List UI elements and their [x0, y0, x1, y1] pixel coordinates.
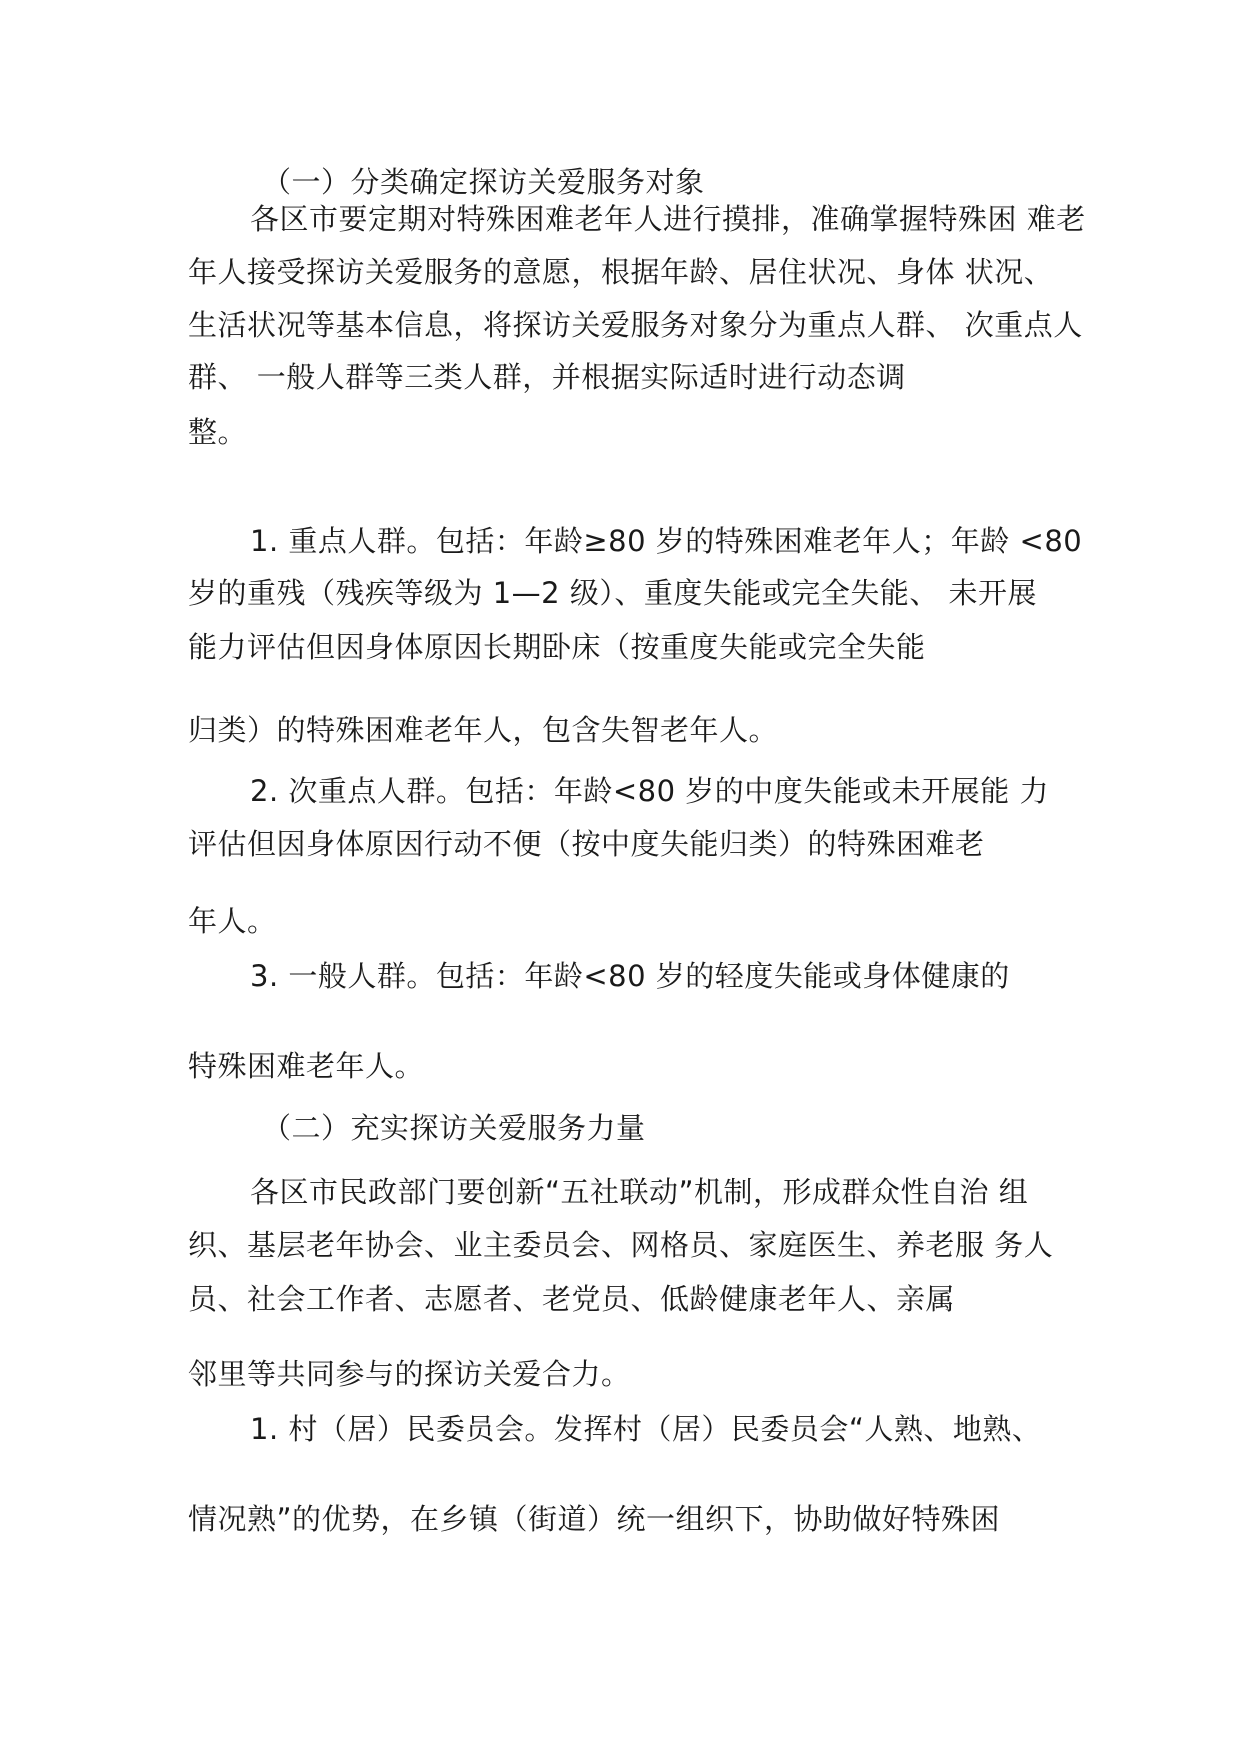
- paragraph-line: 生活状况等基本信息，将探访关爱服务对象分为重点人群、 次重点人: [188, 308, 1083, 342]
- paragraph-line: 3. 一般人群。包括：年龄<80 岁的轻度失能或身体健康的: [250, 959, 1010, 993]
- paragraph-line: 评估但因身体原因行动不便（按中度失能归类）的特殊困难老: [188, 827, 985, 861]
- paragraph-line: 邻里等共同参与的探访关爱合力。: [188, 1357, 631, 1391]
- paragraph-line: 2. 次重点人群。包括：年龄<80 岁的中度失能或未开展能 力: [250, 774, 1050, 808]
- paragraph-line: 年人。: [188, 904, 277, 938]
- paragraph-line: 织、基层老年协会、业主委员会、网格员、家庭医生、养老服 务人: [188, 1228, 1054, 1262]
- paragraph-line: 年人接受探访关爱服务的意愿，根据年龄、居住状况、身体 状况、: [188, 255, 1054, 289]
- paragraph-line: 情况熟”的优势，在乡镇（街道）统一组织下，协助做好特殊困: [188, 1502, 1001, 1536]
- paragraph-line: 特殊困难老年人。: [188, 1049, 425, 1083]
- paragraph-line: 整。: [188, 415, 248, 449]
- paragraph-line: 岁的重残（残疾等级为 1—2 级）、重度失能或完全失能、 未开展: [188, 576, 1038, 610]
- paragraph-line: 1. 重点人群。包括：年龄≥80 岁的特殊困难老年人；年龄 <80: [250, 524, 1083, 558]
- section-heading-1: （一）分类确定探访关爱服务对象: [262, 165, 705, 199]
- paragraph-line: 群、 一般人群等三类人群，并根据实际适时进行动态调: [188, 360, 906, 394]
- paragraph-line: 员、社会工作者、志愿者、老党员、低龄健康老年人、亲属: [188, 1282, 956, 1316]
- paragraph-line: 能力评估但因身体原因长期卧床（按重度失能或完全失能: [188, 630, 926, 664]
- paragraph-line: 各区市民政部门要创新“五社联动”机制，形成群众性自治 组: [250, 1175, 1029, 1209]
- section-heading-2: （二）充实探访关爱服务力量: [262, 1111, 646, 1145]
- paragraph-line: 归类）的特殊困难老年人，包含失智老年人。: [188, 713, 779, 747]
- paragraph-line: 1. 村（居）民委员会。发挥村（居）民委员会“人熟、地熟、: [250, 1412, 1042, 1446]
- paragraph-line: 各区市要定期对特殊困难老年人进行摸排，准确掌握特殊困 难老: [250, 202, 1086, 236]
